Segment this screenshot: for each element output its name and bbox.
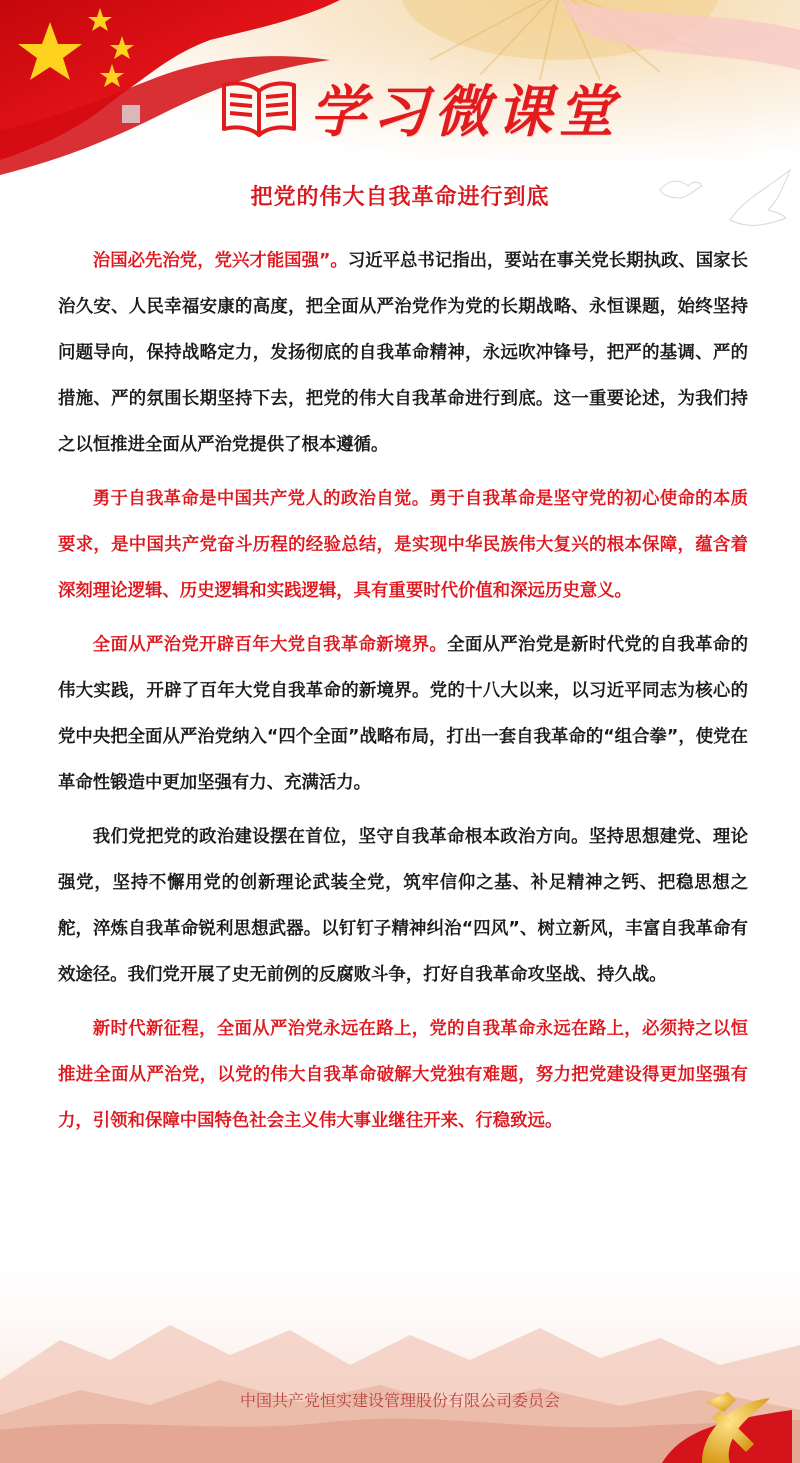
- paragraph-3: [58, 622, 748, 806]
- masthead-title: 学习微课堂: [310, 79, 620, 145]
- paragraph-2: 勇于自我革命是中国共产党人的政治自觉。勇于自我革命是坚守党的初心使命的本质要求，是中国共产党奋斗历程的经验总结，是实现中华民族伟大复兴的根本保障，蕴含着深刻理论逻辑、历史逻辑和实践逻辑，具有重要时代价值和深远历史意义。: [58, 489, 748, 601]
- paragraph-lead: 治国必先治党，党兴才能国强”。: [92, 251, 348, 271]
- paragraph-1: [58, 238, 748, 468]
- open-book-icon: [220, 77, 298, 139]
- paragraph-text: 习近平总书记指出，要站在事关党长期执政、国家长治久安、人民幸福安康的高度，把全面从严治党作为党的长期战略、永恒课题，始终坚持问题导向，保持战略定力，发扬彻底的自我革命精神，永远吹冲锋号，把严的基调、严的措施、严的氛围长期坚持下去，把党的伟大自我革命进行到底。这一重要论述，为我们持之以恒推进全面从严治党提供了根本遵循。: [58, 251, 748, 455]
- paragraph-lead: 全面从严治党开辟百年大党自我革命新境界。: [92, 635, 448, 655]
- paragraph-text: 全面从严治党是新时代党的自我革命的伟大实践，开辟了百年大党自我革命的新境界。党的十八大以来，以习近平同志为核心的党中央把全面从严治党纳入“四个全面”战略布局，打出一套自我革命的“组合拳”，使党在革命性锻造中更加坚强有力、充满活力。: [58, 635, 748, 793]
- paragraph-5: 新时代新征程，全面从严治党永远在路上，党的自我革命永远在路上，必须持之以恒推进全面从严治党，以党的伟大自我革命破解大党独有难题，努力把党建设得更加坚强有力，引领和保障中国特色社会主义伟大事业继往开来、行稳致远。: [58, 1019, 748, 1131]
- masthead: [220, 72, 620, 144]
- article-title: 把党的伟大自我革命进行到底: [250, 185, 550, 210]
- article-body: [58, 238, 748, 1144]
- party-emblem-icon: [662, 1340, 792, 1463]
- paragraph-4: 我们党把党的政治建设摆在首位，坚守自我革命根本政治方向。坚持思想建党、理论强党，坚持不懈用党的创新理论武装全党，筑牢信仰之基、补足精神之钙、把稳思想之舵，淬炼自我革命锐利思想武器。以钉钉子精神纠治“四风”、树立新风，丰富自我革命有效途径。我们党开展了史无前例的反腐败斗争，打好自我革命攻坚战、持久战。: [58, 827, 748, 985]
- footer-organization: 中国共产党恒实建设管理股份有限公司委员会: [239, 1391, 560, 1410]
